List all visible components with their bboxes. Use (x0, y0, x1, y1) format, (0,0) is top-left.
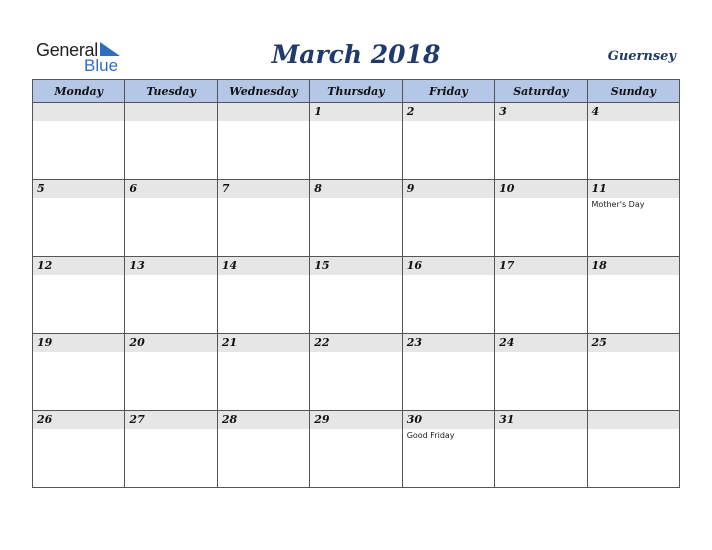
week-row (33, 334, 680, 411)
brand-name-general: General (36, 40, 98, 60)
day-cell (402, 180, 494, 257)
day-cell (587, 411, 679, 488)
holiday-label (310, 429, 401, 431)
day-cell (33, 411, 125, 488)
day-cell (310, 257, 402, 334)
day-cell (587, 103, 679, 180)
day-number: 29 (310, 411, 401, 429)
holiday-label (125, 198, 216, 200)
day-number: 11 (588, 180, 679, 198)
holiday-label (495, 275, 586, 277)
holiday-label (33, 198, 124, 200)
day-number: 3 (495, 103, 586, 121)
day-cell (33, 257, 125, 334)
day-cell (587, 334, 679, 411)
day-cell (125, 334, 217, 411)
day-number: 20 (125, 334, 216, 352)
day-cell (310, 103, 402, 180)
day-cell (217, 257, 309, 334)
day-cell (402, 411, 494, 488)
day-number: 7 (218, 180, 309, 198)
day-number: 16 (403, 257, 494, 275)
day-cell (125, 411, 217, 488)
weekday-header: Thursday (310, 80, 402, 103)
day-cell (125, 180, 217, 257)
day-number: 10 (495, 180, 586, 198)
holiday-label: Mother's Day (591, 200, 645, 209)
day-number: 30 (403, 411, 494, 429)
day-cell (495, 257, 587, 334)
weekday-header: Monday (33, 80, 125, 103)
day-cell (217, 103, 309, 180)
day-number: 17 (495, 257, 586, 275)
day-cell (310, 180, 402, 257)
day-number: 22 (310, 334, 401, 352)
day-number (218, 103, 309, 121)
day-number: 4 (588, 103, 679, 121)
holiday-label (218, 352, 309, 354)
weekday-header-row (33, 80, 680, 103)
day-cell (217, 411, 309, 488)
day-number: 13 (125, 257, 216, 275)
holiday-label (218, 429, 309, 431)
day-number: 14 (218, 257, 309, 275)
day-number: 6 (125, 180, 216, 198)
day-number (33, 103, 124, 121)
day-cell (495, 334, 587, 411)
day-cell (125, 103, 217, 180)
day-number: 31 (495, 411, 586, 429)
holiday-label (125, 121, 216, 123)
weekday-header: Tuesday (125, 80, 217, 103)
weekday-header: Wednesday (217, 80, 309, 103)
day-number: 5 (33, 180, 124, 198)
holiday-label (403, 352, 494, 354)
day-cell (495, 411, 587, 488)
day-number: 25 (588, 334, 679, 352)
holiday-label (125, 352, 216, 354)
holiday-label (33, 275, 124, 277)
day-number: 21 (218, 334, 309, 352)
day-cell (402, 257, 494, 334)
day-cell (587, 180, 679, 257)
holiday-label (403, 198, 494, 200)
day-number: 26 (33, 411, 124, 429)
holiday-label (403, 275, 494, 277)
day-number: 1 (310, 103, 401, 121)
weekday-header: Friday (402, 80, 494, 103)
holiday-label (310, 275, 401, 277)
day-number: 15 (310, 257, 401, 275)
day-number: 8 (310, 180, 401, 198)
day-number: 12 (33, 257, 124, 275)
day-number: 24 (495, 334, 586, 352)
holiday-label (218, 121, 309, 123)
holiday-label (33, 121, 124, 123)
day-cell (217, 334, 309, 411)
holiday-label (588, 275, 679, 277)
day-cell (310, 411, 402, 488)
holiday-label (310, 121, 401, 123)
day-cell (33, 334, 125, 411)
holiday-label (218, 198, 309, 200)
day-cell (125, 257, 217, 334)
holiday-label (33, 429, 124, 431)
day-cell (402, 103, 494, 180)
holiday-label (588, 352, 679, 354)
day-cell (33, 180, 125, 257)
week-row (33, 180, 680, 257)
holiday-label (588, 429, 679, 431)
day-number: 27 (125, 411, 216, 429)
day-number (588, 411, 679, 429)
holiday-label (588, 121, 679, 123)
day-number: 9 (403, 180, 494, 198)
holiday-label: Good Friday (406, 431, 455, 440)
day-cell (402, 334, 494, 411)
week-row (33, 103, 680, 180)
page-title: March 2018 (271, 40, 441, 69)
brand-name-blue: Blue (84, 56, 119, 75)
day-cell (310, 334, 402, 411)
region-label: Guernsey (607, 49, 676, 64)
day-number: 28 (218, 411, 309, 429)
weekday-header: Saturday (495, 80, 587, 103)
holiday-label (495, 352, 586, 354)
holiday-label (310, 198, 401, 200)
holiday-label (33, 352, 124, 354)
holiday-label (310, 352, 401, 354)
day-number: 18 (588, 257, 679, 275)
day-number: 23 (403, 334, 494, 352)
day-cell (33, 103, 125, 180)
week-row (33, 411, 680, 488)
day-cell (217, 180, 309, 257)
weekday-header: Sunday (587, 80, 679, 103)
day-cell (495, 103, 587, 180)
day-cell (495, 180, 587, 257)
holiday-label (495, 429, 586, 431)
day-number (125, 103, 216, 121)
holiday-label (403, 121, 494, 123)
holiday-label (218, 275, 309, 277)
day-cell (587, 257, 679, 334)
holiday-label (495, 121, 586, 123)
holiday-label (125, 275, 216, 277)
week-row (33, 257, 680, 334)
holiday-label (125, 429, 216, 431)
holiday-label (495, 198, 586, 200)
day-number: 2 (403, 103, 494, 121)
day-number: 19 (33, 334, 124, 352)
calendar-grid (32, 79, 680, 488)
